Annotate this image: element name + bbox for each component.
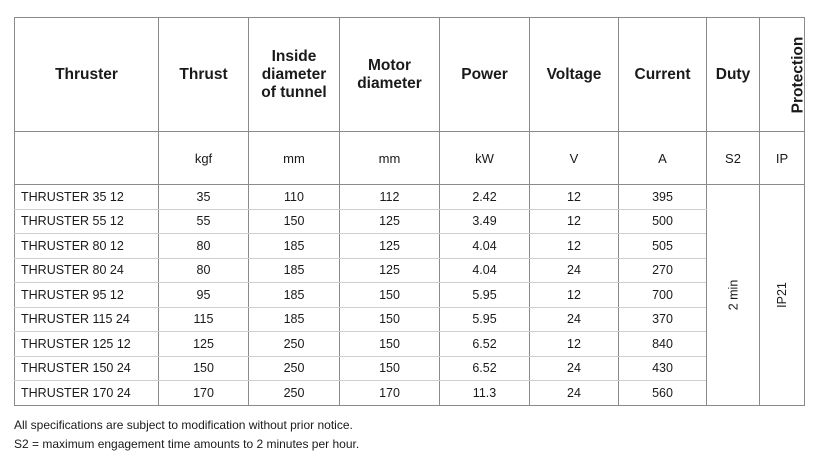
units-row	[15, 132, 805, 185]
table-row	[15, 258, 805, 283]
unit-motor-diameter: mm	[340, 132, 440, 185]
cell-inside-diameter: 150	[249, 209, 340, 234]
header-motor-diameter-label: Motor diameter	[357, 56, 422, 92]
footnote-modification: All specifications are subject to modification without prior notice.	[14, 418, 353, 432]
cell-power: 5.95	[440, 283, 530, 308]
cell-voltage: 24	[530, 307, 619, 332]
cell-motor-diameter: 150	[340, 283, 440, 308]
header-protection-label: Protection	[789, 36, 807, 113]
cell-current: 840	[619, 332, 707, 357]
cell-motor-diameter: 125	[340, 209, 440, 234]
unit-duty: S2	[707, 132, 760, 185]
cell-motor-diameter: 125	[340, 258, 440, 283]
cell-inside-diameter: 185	[249, 307, 340, 332]
cell-model: THRUSTER 35 12	[15, 185, 159, 210]
cell-motor-diameter: 125	[340, 234, 440, 259]
cell-inside-diameter: 185	[249, 258, 340, 283]
cell-current: 560	[619, 381, 707, 406]
unit-thrust: kgf	[159, 132, 249, 185]
cell-power: 11.3	[440, 381, 530, 406]
cell-model: THRUSTER 80 12	[15, 234, 159, 259]
unit-protection: IP	[760, 132, 805, 185]
cell-current: 505	[619, 234, 707, 259]
header-power: Power	[440, 18, 530, 132]
header-thrust: Thrust	[159, 18, 249, 132]
cell-power: 6.52	[440, 356, 530, 381]
table-row	[15, 381, 805, 406]
cell-model: THRUSTER 80 24	[15, 258, 159, 283]
cell-current: 500	[619, 209, 707, 234]
cell-voltage: 24	[530, 356, 619, 381]
cell-motor-diameter: 150	[340, 307, 440, 332]
cell-inside-diameter: 185	[249, 283, 340, 308]
protection-merged-cell	[760, 185, 805, 406]
cell-motor-diameter: 112	[340, 185, 440, 210]
cell-voltage: 12	[530, 283, 619, 308]
cell-power: 4.04	[440, 258, 530, 283]
footnotes	[14, 416, 359, 454]
header-voltage: Voltage	[530, 18, 619, 132]
cell-thrust: 95	[159, 283, 249, 308]
unit-power: kW	[440, 132, 530, 185]
table-row	[15, 307, 805, 332]
cell-motor-diameter: 150	[340, 332, 440, 357]
cell-thrust: 80	[159, 258, 249, 283]
unit-voltage: V	[530, 132, 619, 185]
cell-model: THRUSTER 95 12	[15, 283, 159, 308]
cell-current: 270	[619, 258, 707, 283]
header-inside-diameter	[249, 18, 340, 132]
cell-power: 5.95	[440, 307, 530, 332]
cell-motor-diameter: 150	[340, 356, 440, 381]
cell-voltage: 12	[530, 185, 619, 210]
header-current: Current	[619, 18, 707, 132]
cell-model: THRUSTER 125 12	[15, 332, 159, 357]
cell-current: 395	[619, 185, 707, 210]
cell-model: THRUSTER 150 24	[15, 356, 159, 381]
cell-inside-diameter: 250	[249, 381, 340, 406]
table-row	[15, 332, 805, 357]
table-row	[15, 234, 805, 259]
cell-voltage: 24	[530, 381, 619, 406]
cell-voltage: 12	[530, 209, 619, 234]
protection-value: IP21	[775, 281, 789, 308]
cell-voltage: 12	[530, 332, 619, 357]
cell-inside-diameter: 110	[249, 185, 340, 210]
table-row	[15, 356, 805, 381]
cell-power: 3.49	[440, 209, 530, 234]
unit-current: A	[619, 132, 707, 185]
table-row	[15, 209, 805, 234]
footnote-s2: S2 = maximum engagement time amounts to 2 minutes per hour.	[14, 437, 360, 451]
cell-power: 6.52	[440, 332, 530, 357]
cell-current: 700	[619, 283, 707, 308]
header-motor-diameter	[340, 18, 440, 132]
cell-thrust: 80	[159, 234, 249, 259]
cell-power: 4.04	[440, 234, 530, 259]
cell-inside-diameter: 250	[249, 332, 340, 357]
header-protection	[760, 18, 805, 132]
cell-thrust: 115	[159, 307, 249, 332]
cell-current: 370	[619, 307, 707, 332]
header-row	[15, 18, 805, 132]
duty-merged-cell	[707, 185, 760, 406]
cell-thrust: 125	[159, 332, 249, 357]
spec-table	[14, 17, 805, 406]
cell-thrust: 35	[159, 185, 249, 210]
unit-thruster	[15, 132, 159, 185]
cell-voltage: 12	[530, 234, 619, 259]
cell-inside-diameter: 185	[249, 234, 340, 259]
cell-model: THRUSTER 55 12	[15, 209, 159, 234]
unit-inside-diameter: mm	[249, 132, 340, 185]
cell-model: THRUSTER 115 24	[15, 307, 159, 332]
cell-current: 430	[619, 356, 707, 381]
header-thruster: Thruster	[15, 18, 159, 132]
duty-value: 2 min	[725, 279, 740, 311]
cell-voltage: 24	[530, 258, 619, 283]
cell-model: THRUSTER 170 24	[15, 381, 159, 406]
cell-thrust: 170	[159, 381, 249, 406]
cell-power: 2.42	[440, 185, 530, 210]
table-row	[15, 185, 805, 210]
cell-thrust: 150	[159, 356, 249, 381]
cell-inside-diameter: 250	[249, 356, 340, 381]
cell-motor-diameter: 170	[340, 381, 440, 406]
header-inside-diameter-label: Inside diameter of tunnel	[261, 47, 327, 101]
cell-thrust: 55	[159, 209, 249, 234]
table-row	[15, 283, 805, 308]
header-duty: Duty	[707, 18, 760, 132]
